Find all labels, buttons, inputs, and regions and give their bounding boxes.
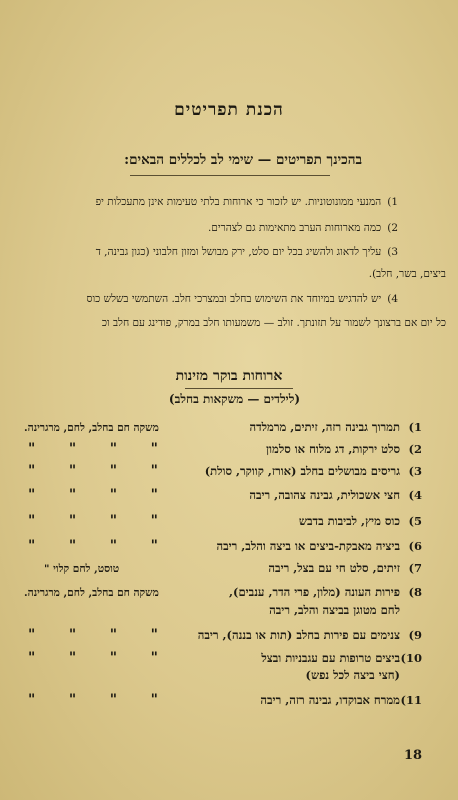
rule-number: 1) (387, 196, 398, 208)
menu-item-4: 4)חצי אשכולית, גבינה צהובה, ריבה (249, 488, 422, 502)
menu-item-7: 7)זיתים, סלט חי עם בצל, ריבה (268, 561, 422, 575)
bleed-through-text (315, 55, 319, 68)
rules-heading-underline (130, 175, 330, 176)
menu-item-10: 10)ביצים טרופות עם עגבניות ובצל (261, 651, 422, 665)
section-title-underline (185, 388, 293, 389)
menu-item-9: 9)צנימים עם פירות בחלב (תות או בננה), ריבה (197, 628, 422, 642)
rule-line-4-cont (102, 317, 446, 329)
menu-item-2: 2)סלט ירקות, דג מלוח או סלמון (266, 442, 422, 456)
menu-item-1: 1)תמרוך גבינה רזה, זיתים, מרמלדה (249, 420, 422, 434)
drink-note-8: משקה חם בחלב, לחם, מרגרינה. (24, 587, 159, 599)
menu-item-5: 5)כוס מיץ, לביבות בדבש (298, 514, 422, 528)
rule-line-1 (96, 196, 398, 208)
ditto-row-9: " " " " (28, 627, 158, 643)
rule-text: יש להדגיש במיוחד את השימוש בחלב ובמצרכי חלב. השתמשי בשלש כוס (86, 293, 382, 305)
menu-item-6: 6)ביציה מאבקת-ביצים או ביצה והלב, ריבה (216, 539, 422, 553)
rule-number: 4) (387, 293, 398, 305)
rule-text: כל יום אם ברצונך לשמור על תזונתך. זולב — משמעותו חלב במרק, פודינג עם חלב וכ (101, 317, 446, 329)
rule-line-4 (87, 293, 398, 305)
menu-item-10-cont: (חצי ביצה לכל נפש) (305, 668, 400, 682)
page-number: 18 (404, 748, 423, 763)
ditto-row-5: " " " " (28, 513, 158, 529)
menu-item-11: 11)ממרח אבוקדו, גבינה רזה, ריבה (260, 693, 422, 707)
rules-heading: בהכינך תפריטים — שימי לב לכללים הבאים: (124, 152, 362, 168)
menu-item-8: 8)פירות העונה (מלון, פרי הדר, ענבים), (229, 585, 422, 599)
drink-note-7: טוסט, לחם קלוי " (44, 563, 120, 575)
rule-line-3-cont (369, 268, 446, 280)
rule-text: עליך לדאוג ולהשיג בכל יום סלט, ירק מבושל ומזון חלבוני (כגון גבינה, ד (95, 246, 382, 258)
rule-line-3 (96, 246, 398, 258)
breakfast-section-subtitle: (לילדים — משקאות בחלב) (168, 392, 300, 406)
ditto-row-6: " " " " (28, 538, 158, 554)
rule-text: המנעי ממונוטוניות. יש לזכור כי ארוחות בלתי טעימות אינן מתעכלות יפ (95, 196, 382, 208)
ditto-row-4: " " " " (28, 487, 158, 503)
rule-text: כמה מארוחות הערב מתאימות גם לצהרים. (207, 222, 382, 234)
rule-text: ביצים, בשר, חלב). (368, 268, 446, 280)
drink-note-1: משקה חם בחלב, לחם, מרגרינה. (24, 422, 159, 434)
rule-number: 3) (387, 246, 398, 258)
ditto-row-2: " " " " (28, 441, 158, 457)
menu-item-8-cont: לחם מטוגן בביצה והלב, ריבה (269, 603, 400, 617)
rule-number: 2) (387, 222, 398, 234)
ditto-row-10: " " " " (28, 650, 158, 666)
page-title: הכנת תפריטים (174, 100, 284, 120)
breakfast-section-title: ארוחות בוקר מזינות (175, 368, 283, 384)
ditto-row-3: " " " " (28, 463, 158, 479)
menu-item-3: 3)גריסים מבושלים בחלב (אורז, קווקר, סולת) (204, 464, 422, 478)
rule-line-2 (208, 222, 398, 234)
ditto-row-11: " " " " (28, 692, 158, 708)
